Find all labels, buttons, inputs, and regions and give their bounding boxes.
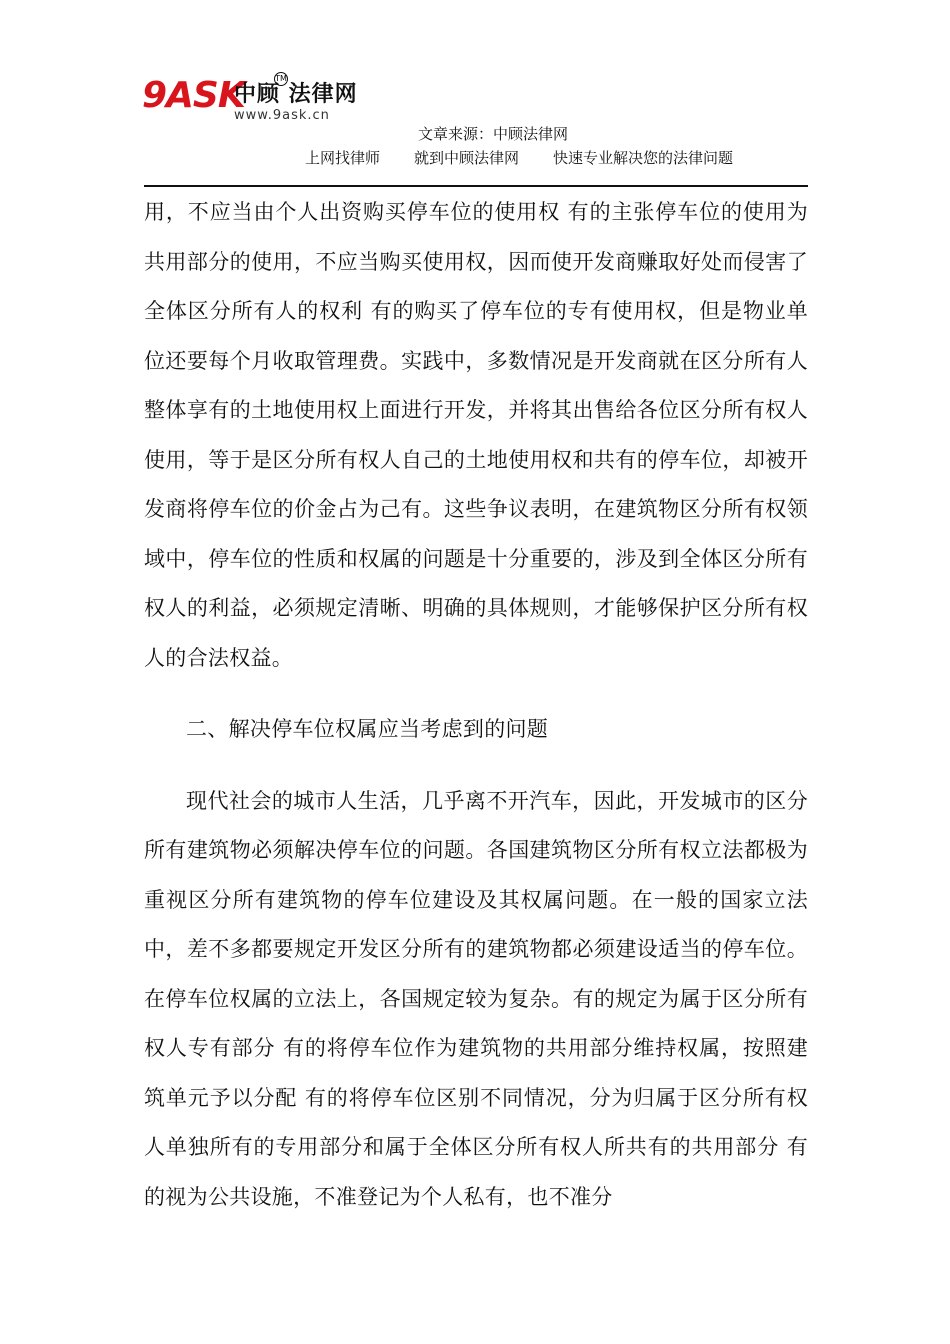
article-source: 文章来源：中顾法律网 [417, 125, 568, 143]
tagline-part-1: 上网找律师 [305, 149, 381, 167]
trademark-icon: TM [274, 72, 288, 86]
site-logo[interactable] [142, 72, 372, 132]
paragraph: 现代社会的城市人生活，几乎离不开汽车，因此，开发城市的区分所有建筑物必须解决停车位的问题。各国建筑物区分所有权立法都极为重视区分所有建筑物的停车位建设及其权属问题。在一般的国家立法中，差不多都要规定开发区分所有的建筑物都必须建设适当的停车位。在停车位权属的立法上，各国规定较为复杂。有的规定为属于区分所有权人专有部分 有的将停车位作为建筑物的共用部分维持权属，按照建筑单元予以分配 有的将停车位区别不同情况，分为归属于区分所有权人单独所有的专用部分和属于全体区分所有权人所共有的共用部分 有的视为公共设施，不准登记为个人私有，也不准分 [144, 788, 808, 1209]
section-heading: 二、解决停车位权属应当考虑到的问题 [186, 717, 549, 741]
paragraph-gap [144, 683, 808, 705]
logo-name: 中顾 法律网 [234, 82, 358, 107]
logo-url: www.9ask.cn [234, 108, 330, 123]
tagline-part-3: 快速专业解决您的法律问题 [553, 149, 734, 167]
site-tagline [305, 148, 733, 168]
header-divider [144, 185, 808, 187]
article-body [144, 188, 808, 1222]
tagline-part-2: 就到中顾法律网 [414, 149, 520, 167]
paragraph-gap [144, 755, 808, 777]
paragraph: 用，不应当由个人出资购买停车位的使用权 有的主张停车位的使用为共用部分的使用，不应当购买使用权，因而使开发商赚取好处而侵害了全体区分所有人的权利 有的购买了停车位的专有使用权，但是物业单位还要每个月收取管理费。实践中，多数情况是开发商就在区分所有人整体享有的土地使用权上面进行开发，并将其出售给各位区分所有权人使用，等于是区分所有权人自己的土地使用权和共有的停车位，却被开发商将停车位的价金占为己有。这些争议表明，在建筑物区分所有权领域中，停车位的性质和权属的问题是十分重要的，涉及到全体区分所有权人的利益，必须规定清晰、明确的具体规则，才能够保护区分所有权人的合法权益。 [144, 200, 808, 670]
logo-mark: 9ASK [142, 75, 245, 116]
